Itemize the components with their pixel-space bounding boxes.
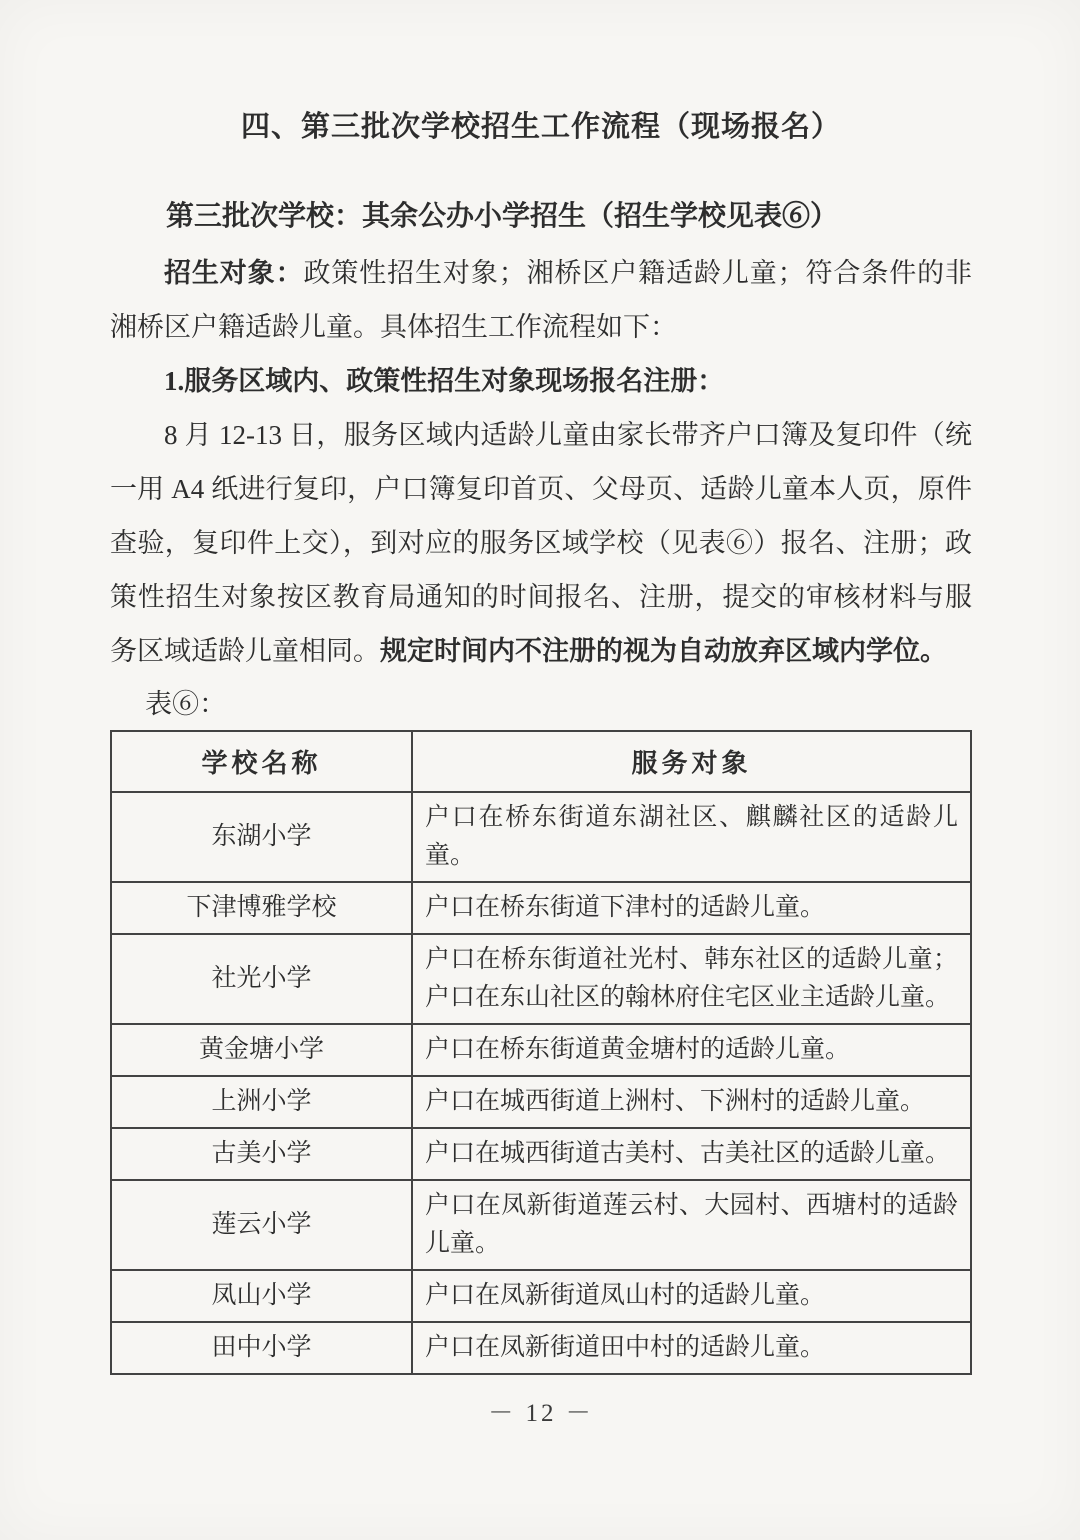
paragraph-registration-procedure — [110, 408, 972, 678]
school-name-cell: 田中小学 — [111, 1322, 412, 1374]
table-row — [111, 1180, 971, 1270]
registration-deadline-warning: 规定时间内不注册的视为自动放弃区域内学位。 — [380, 636, 947, 666]
school-name-cell: 古美小学 — [111, 1128, 412, 1180]
service-area-cell: 户口在桥东街道东湖社区、麒麟社区的适龄儿童。 — [412, 792, 971, 882]
table-row — [111, 1076, 971, 1128]
school-name-cell: 社光小学 — [111, 934, 412, 1024]
table-row — [111, 934, 971, 1024]
service-area-cell: 户口在桥东街道黄金塘村的适龄儿童。 — [412, 1024, 971, 1076]
school-name-cell: 东湖小学 — [111, 792, 412, 882]
school-name-cell: 上洲小学 — [111, 1076, 412, 1128]
service-area-cell: 户口在桥东街道下津村的适龄儿童。 — [412, 882, 971, 934]
paragraph-enrollment-targets — [110, 246, 972, 354]
table-row — [111, 792, 971, 882]
service-area-cell: 户口在桥东街道社光村、韩东社区的适龄儿童；户口在东山社区的翰林府住宅区业主适龄儿童。 — [412, 934, 971, 1024]
service-area-cell: 户口在城西街道上洲村、下洲村的适龄儿童。 — [412, 1076, 971, 1128]
table-row — [111, 1270, 971, 1322]
section-1-heading: 1.服务区域内、政策性招生对象现场报名注册： — [164, 366, 725, 396]
column-header-service-target: 服务对象 — [412, 731, 971, 792]
table-row — [111, 1024, 971, 1076]
column-header-school-name: 学校名称 — [111, 731, 412, 792]
batch-subtitle: 第三批次学校：其余公办小学招生（招生学校见表⑥） — [166, 201, 839, 232]
school-name-cell: 凤山小学 — [111, 1270, 412, 1322]
registration-procedure-text: 8 月 12-13 日，服务区域内适龄儿童由家长带齐户口簿及复印件（统一用 A4 纸进行复印，户口簿复印首页、父母页、适龄儿童本人页，原件查验，复印件上交），到对应的服务区域学校（见表⑥）报名、注册；政策性招生对象按区教育局通知的时间报名、注册，提交的审核材料与服务区域适龄儿童相同。 — [110, 420, 972, 666]
table-header-row — [111, 731, 971, 792]
service-area-cell: 户口在凤新街道田中村的适龄儿童。 — [412, 1322, 971, 1374]
school-name-cell: 莲云小学 — [111, 1180, 412, 1270]
school-name-cell: 黄金塘小学 — [111, 1024, 412, 1076]
service-area-cell: 户口在城西街道古美村、古美社区的适龄儿童。 — [412, 1128, 971, 1180]
service-area-cell: 户口在凤新街道莲云村、大园村、西塘村的适龄儿童。 — [412, 1180, 971, 1270]
enrollment-target-label: 招生对象： — [164, 258, 304, 288]
table-row — [111, 1128, 971, 1180]
service-area-cell: 户口在凤新街道凤山村的适龄儿童。 — [412, 1270, 971, 1322]
table-label: 表⑥： — [145, 689, 227, 719]
table-row — [111, 882, 971, 934]
enrollment-target-text: 政策性招生对象；湘桥区户籍适龄儿童；符合条件的非湘桥区户籍适龄儿童。具体招生工作流程如下： — [110, 258, 973, 342]
table-row — [111, 1322, 971, 1374]
school-name-cell: 下津博雅学校 — [111, 882, 412, 934]
page-title: 四、第三批次学校招生工作流程（现场报名） — [240, 111, 841, 143]
school-service-table — [110, 730, 972, 1375]
page-number: － 12 － — [488, 1400, 594, 1427]
